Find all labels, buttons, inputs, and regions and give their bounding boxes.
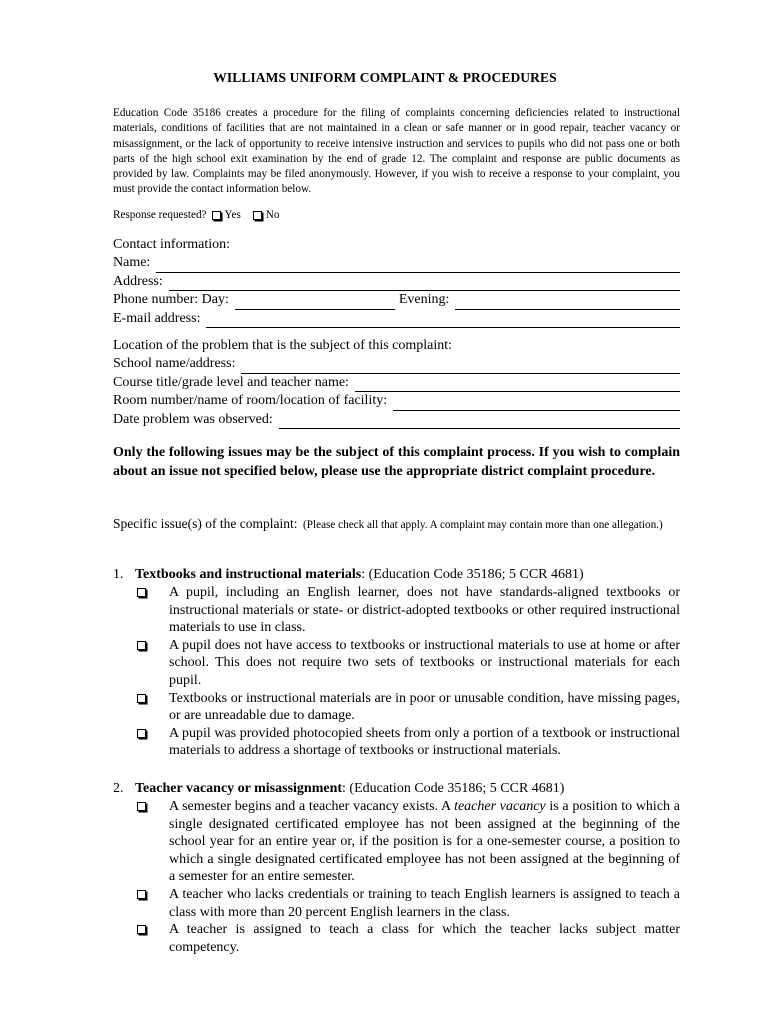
date-label: Date problem was observed: (113, 411, 273, 427)
address-field[interactable] (169, 276, 680, 291)
issue-text: A pupil, including an English learner, does not have standards-aligned textbooks or instructional materials or state- or district-adopted textbooks or other required instructional materials to use in class. (169, 585, 680, 636)
issue-title: Teacher vacancy or misassignment (135, 781, 343, 796)
issue-number: 2. (113, 781, 124, 796)
response-label: Response requested? (113, 209, 207, 221)
list-item (113, 584, 680, 637)
email-field[interactable] (206, 313, 680, 328)
room-field[interactable] (393, 396, 680, 411)
course-label: Course title/grade level and teacher name: (113, 374, 349, 390)
location-section (113, 337, 680, 429)
course-field[interactable] (355, 377, 680, 392)
response-yes-label: Yes (224, 209, 241, 221)
issue-text: A teacher who lacks credentials or training to teach English learners is assigned to teach a class with more than 20 percent English learners in the class. (169, 886, 680, 920)
issue-reference: : (Education Code 35186; 5 CCR 4681) (361, 567, 584, 582)
phone-evening-field[interactable] (455, 295, 680, 310)
intro-paragraph: Education Code 35186 creates a procedure for the filing of complaints concerning deficiencies related to instructional materials, conditions of facilities that are not maintained in a clean or safe manner or in good repair, teacher vacancy or misassignment, or the lack of opportunity to receive intensive instruction and services to pupils who did not pass one or both parts of the high school exit examination by the end of grade 12. The complaint and response are public documents as provided by law. Complaints may be filed anonymously. However, if you wish to receive a response to your complaint, you must provide the contact information below. (113, 107, 680, 196)
phone-evening-label: Evening: (398, 292, 450, 308)
school-label: School name/address: (113, 356, 236, 372)
issue-text: A teacher is assigned to teach a class for which the teacher lacks subject matter competency. (169, 922, 680, 955)
response-no-label: No (265, 209, 280, 221)
issue-textbooks (113, 566, 680, 760)
specific-note: (Please check all that apply. A complaint may contain more than one allegation.) (303, 519, 663, 531)
response-requested-row (113, 209, 279, 221)
issue-title: Textbooks and instructional materials (135, 567, 362, 582)
issue-reference: : (Education Code 35186; 5 CCR 4681) (342, 781, 565, 796)
page-title: WILLIAMS UNIFORM COMPLAINT & PROCEDURES (213, 70, 557, 85)
date-field[interactable] (279, 414, 680, 429)
issue-text: A semester begins and a teacher vacancy exists. A teacher vacancy is a position to which a single designated certificated employee has not been assigned at the beginning of the school year for an entire year or, if the position is for a one-semester course, a position to which a single designated certificated employee has not been assigned at the beginning of a semester for an entire semester. (169, 799, 680, 885)
teacher-vacancy-term: teacher vacancy (454, 799, 546, 814)
list-item (113, 798, 680, 886)
list-item (113, 637, 680, 690)
name-label: Name: (113, 255, 151, 271)
list-item (113, 725, 680, 760)
response-yes-checkbox[interactable] (212, 211, 221, 220)
notice-paragraph: Only the following issues may be the subject of this complaint process. If you wish to complain about an issue not specified below, please use the appropriate district complaint procedure. (113, 445, 680, 479)
issue-text: A pupil does not have access to textbooks or instructional materials to use at home or after school. This does not require two sets of textbooks or instructional materials for each pupil. (169, 637, 680, 688)
address-label: Address: (113, 273, 163, 289)
room-label: Room number/name of room/location of facility: (113, 393, 388, 409)
list-item (113, 886, 680, 921)
issue-checkbox[interactable] (137, 641, 146, 650)
issue-text: A pupil was provided photocopied sheets from only a portion of a textbook or instructional materials to address a shortage of textbooks or instructional materials. (169, 725, 680, 759)
list-item (113, 690, 680, 725)
specific-lead: Specific issue(s) of the complaint: (113, 516, 298, 531)
issue-checkbox[interactable] (137, 802, 146, 811)
location-heading: Location of the problem that is the subject of this complaint: (113, 337, 453, 353)
name-field[interactable] (156, 258, 680, 273)
phone-day-field[interactable] (235, 295, 395, 310)
contact-heading: Contact information: (113, 236, 231, 252)
response-no-checkbox[interactable] (253, 211, 262, 220)
contact-section (113, 236, 680, 328)
issue-checkbox[interactable] (137, 729, 146, 738)
email-label: E-mail address: (113, 310, 201, 326)
phone-day-label: Phone number: Day: (113, 292, 229, 308)
list-item (113, 921, 680, 956)
issue-checkbox[interactable] (137, 588, 146, 597)
issue-checkbox[interactable] (137, 925, 146, 934)
specific-issues-intro (113, 515, 680, 535)
issue-checkbox[interactable] (137, 890, 146, 899)
school-field[interactable] (241, 359, 680, 374)
issue-checkbox[interactable] (137, 694, 146, 703)
issue-teacher-vacancy (113, 780, 680, 956)
issue-text: Textbooks or instructional materials are in poor or unusable condition, have missing pages, or are unreadable due to damage. (169, 690, 680, 724)
issue-number: 1. (113, 567, 124, 582)
